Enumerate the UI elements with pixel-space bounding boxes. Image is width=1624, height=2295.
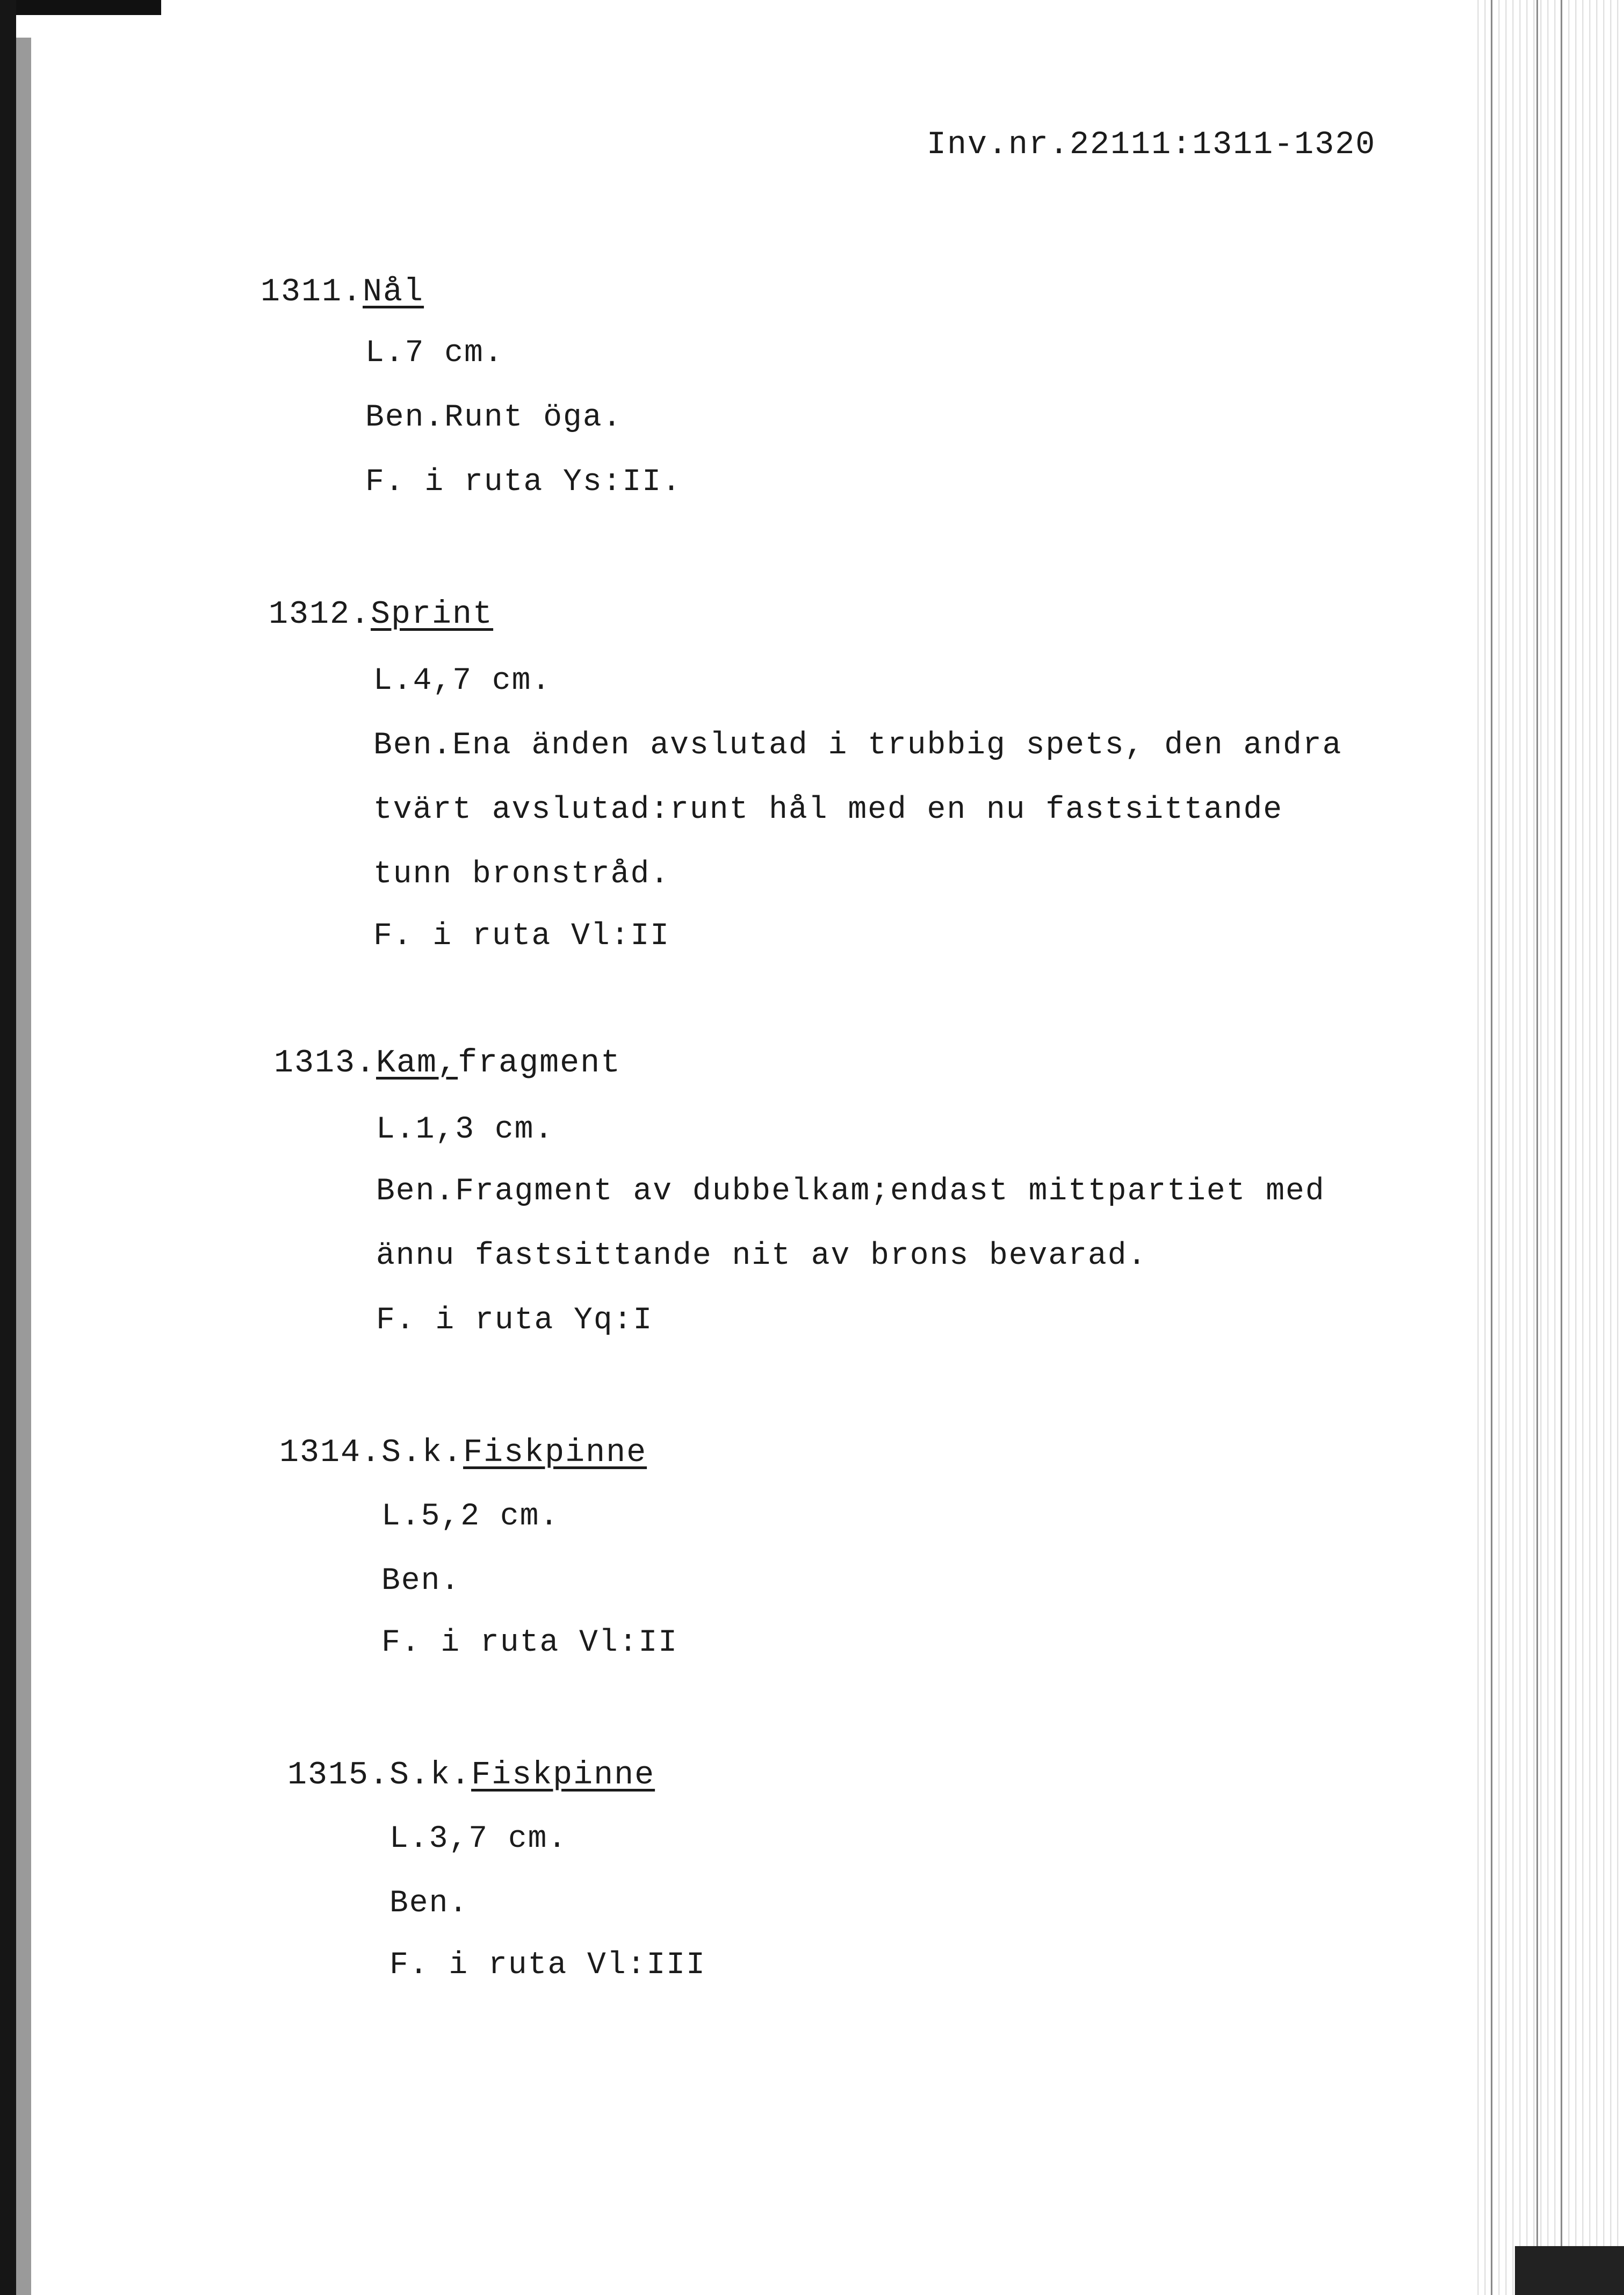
entry-description: Ben.Ena änden avslutad i trubbig spets, den andra: [373, 728, 1342, 763]
entry-length: L.3,7 cm.: [389, 1822, 568, 1857]
entry-description: tunn bronstråd.: [373, 857, 670, 892]
catalog-entry: [287, 1757, 706, 1983]
entry-name: Fiskpinne: [471, 1757, 655, 1794]
entry-number: 1313.: [274, 1045, 377, 1082]
entry-description: Ben.: [381, 1564, 461, 1599]
entry-name: Fiskpinne: [463, 1435, 647, 1471]
entry-number: 1315.: [287, 1757, 390, 1794]
page-edge-line: [1561, 0, 1562, 2295]
entry-findspot: F. i ruta Vl:II: [373, 919, 670, 954]
catalog-entry: [261, 274, 682, 500]
entry-name: Kam,: [376, 1045, 458, 1082]
entry-findspot: F. i ruta Ys:II.: [365, 465, 682, 500]
entry-findspot: F. i ruta Vl:II: [381, 1625, 679, 1660]
entry-description: Ben.: [389, 1886, 469, 1921]
entry-length: L.5,2 cm.: [381, 1499, 560, 1534]
entry-number: 1312.: [269, 596, 371, 633]
entry-description: Ben.Runt öga.: [365, 400, 623, 435]
entry-findspot: F. i ruta Yq:I: [376, 1303, 653, 1338]
scan-border-left-shadow: [16, 38, 31, 2295]
entry-findspot: F. i ruta Vl:III: [389, 1948, 706, 1983]
entry-description: Ben.Fragment av dubbelkam;endast mittpartiet med: [376, 1174, 1325, 1209]
entry-title: [287, 1757, 655, 1794]
scan-border-top: [0, 0, 161, 15]
entry-title: [274, 1045, 621, 1082]
entry-number: 1314.: [279, 1435, 382, 1471]
entry-title: [261, 274, 424, 311]
entry-prefix: S.k.: [381, 1435, 464, 1471]
page-edge-stack: [1472, 0, 1624, 2295]
catalog-entry: [279, 1435, 679, 1660]
scan-border-left: [0, 0, 16, 2295]
page-edge-line: [1536, 0, 1538, 2295]
catalog-entry: [269, 596, 1342, 954]
entry-name: Nål: [363, 274, 424, 311]
entry-length: L.4,7 cm.: [373, 664, 552, 699]
entry-suffix: fragment: [458, 1045, 622, 1082]
scan-corner-bottom: [1515, 2246, 1624, 2295]
entry-number: 1311.: [261, 274, 363, 311]
entry-description: tvärt avslutad:runt hål med en nu fastsittande: [373, 793, 1283, 828]
entry-prefix: S.k.: [389, 1757, 472, 1794]
entry-title: [279, 1435, 647, 1471]
entry-length: L.1,3 cm.: [376, 1112, 554, 1147]
entry-title: [269, 596, 493, 633]
catalog-entry: [274, 1045, 1325, 1338]
entry-length: L.7 cm.: [365, 336, 504, 371]
entry-description: ännu fastsittande nit av brons bevarad.: [376, 1239, 1147, 1274]
inventory-number: Inv.nr.22111:1311-1320: [927, 127, 1376, 163]
entry-name: Sprint: [371, 596, 494, 633]
page-edge-line: [1491, 0, 1492, 2295]
